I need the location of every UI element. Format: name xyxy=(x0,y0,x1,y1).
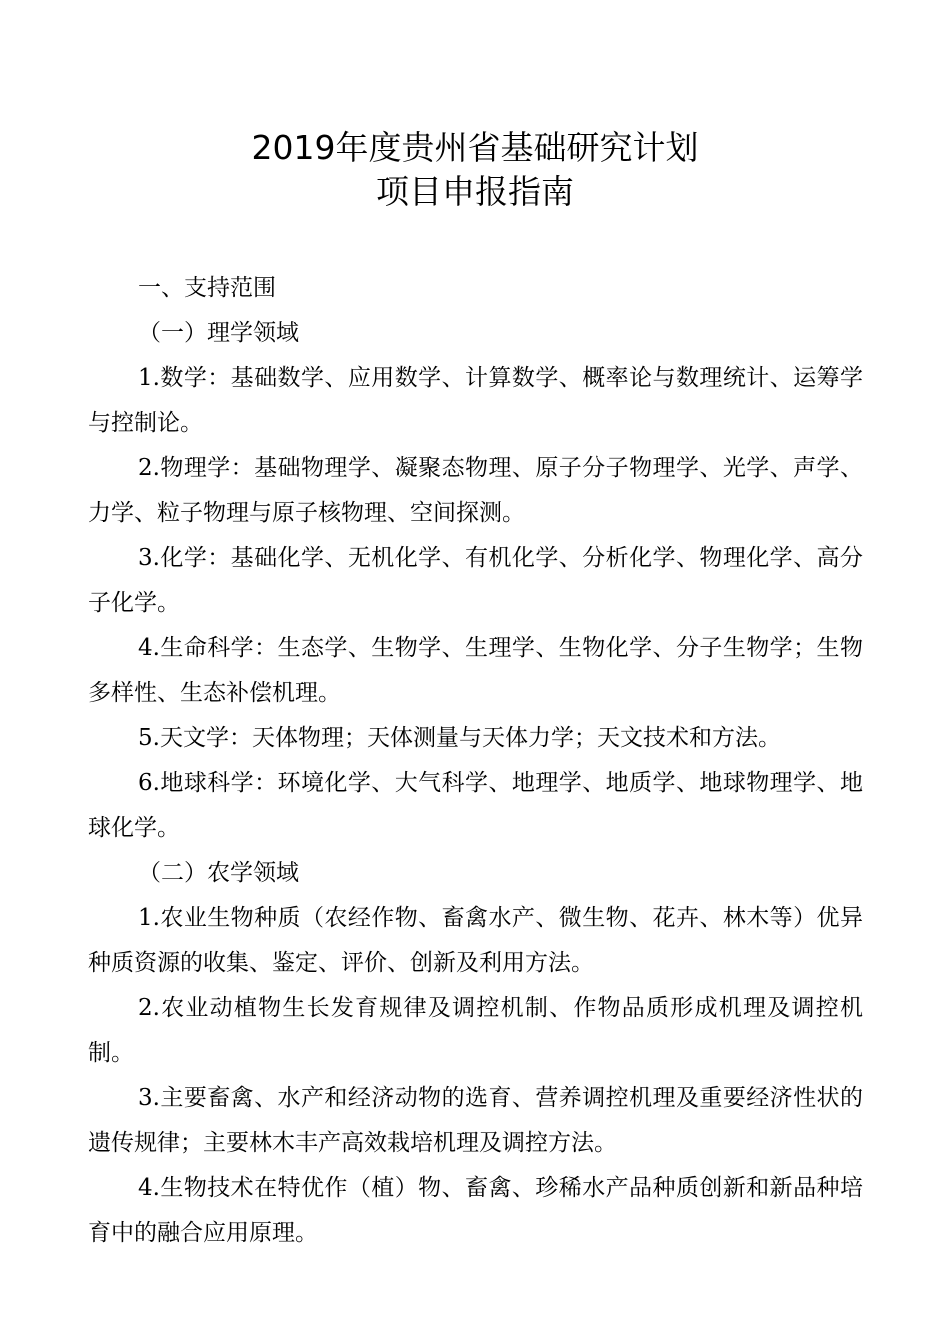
subsection-heading-agriculture: （二）农学领域 xyxy=(138,860,299,886)
paragraph-growth-regulation: 2.农业动植物生长发育规律及调控机制、作物品质形成机理及调控机制。 xyxy=(88,995,863,1066)
paragraph-earth-science: 6.地球科学：环境化学、大气科学、地理学、地质学、地球物理学、地球化学。 xyxy=(88,770,863,841)
paragraph-germplasm: 1.农业生物种质（农经作物、畜禽水产、微生物、花卉、林木等）优异种质资源的收集、鉴定、评价、创新及利用方法。 xyxy=(88,905,863,976)
document-body xyxy=(88,266,863,1256)
paragraph-livestock-breeding: 3.主要畜禽、水产和经济动物的选育、营养调控机理及重要经济性状的遗传规律；主要林木丰产高效栽培机理及调控方法。 xyxy=(88,1085,863,1156)
document-title-line2: 项目申报指南 xyxy=(376,172,574,211)
paragraph-biotech-application: 4.生物技术在特优作（植）物、畜禽、珍稀水产品种质创新和新品种培育中的融合应用原理。 xyxy=(88,1175,863,1246)
paragraph-mathematics: 1.数学：基础数学、应用数学、计算数学、概率论与数理统计、运筹学与控制论。 xyxy=(88,365,863,436)
paragraph-chemistry: 3.化学：基础化学、无机化学、有机化学、分析化学、物理化学、高分子化学。 xyxy=(88,545,863,616)
subsection-heading-science: （一）理学领域 xyxy=(138,320,299,346)
paragraph-life-science: 4.生命科学：生态学、生物学、生理学、生物化学、分子生物学；生物多样性、生态补偿机理。 xyxy=(88,635,863,706)
section-heading-support-scope: 一、支持范围 xyxy=(138,275,276,301)
document-title-line1: 2019年度贵州省基础研究计划 xyxy=(251,128,699,167)
paragraph-astronomy: 5.天文学：天体物理；天体测量与天体力学；天文技术和方法。 xyxy=(138,725,781,751)
paragraph-physics: 2.物理学：基础物理学、凝聚态物理、原子分子物理学、光学、声学、力学、粒子物理与原子核物理、空间探测。 xyxy=(88,455,863,526)
